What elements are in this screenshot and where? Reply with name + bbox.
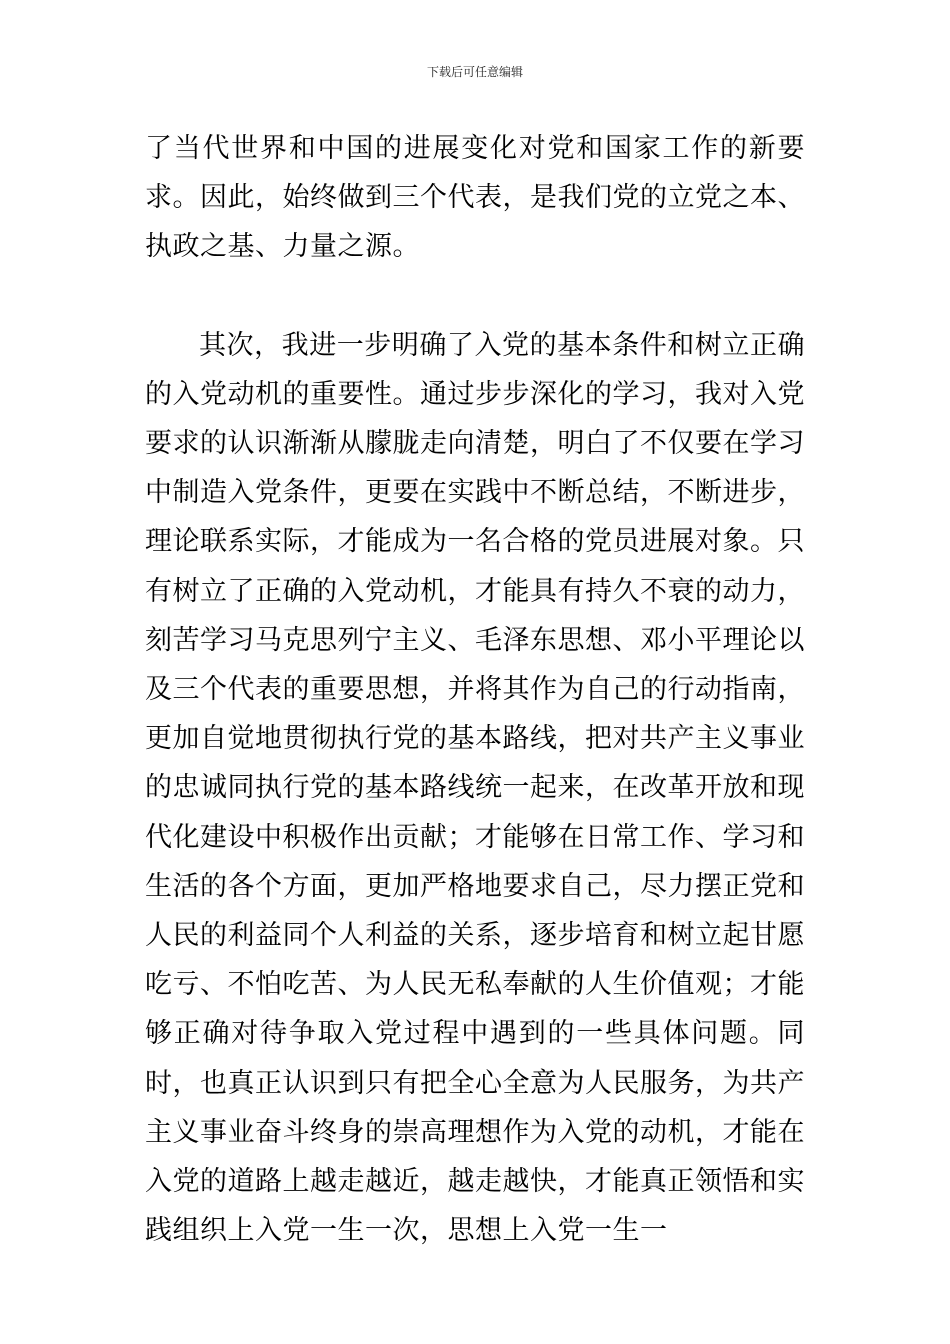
document-body [145,124,805,1255]
page-header: 下载后可任意编辑 [426,65,523,79]
paragraph-second: 其次，我进一步明确了入党的基本条件和树立正确的入党动机的重要性。通过步步深化的学习，我对入党要求的认识渐渐从朦胧走向清楚，明白了不仅要在学习中制造入党条件，更要在实践中不断总结，不断进步，理论联系实际，才能成为一名合格的党员进展对象。只有树立了正确的入党动机，才能具有持久不衰的动力，刻苦学习马克思列宁主义、毛泽东思想、邓小平理论以及三个代表的重要思想，并将其作为自己的行动指南，更加自觉地贯彻执行党的基本路线，把对共产主义事业的忠诚同执行党的基本路线统一起来，在改革开放和现代化建设中积极作出贡献；才能够在日常工作、学习和生活的各个方面，更加严格地要求自己，尽力摆正党和人民的利益同个人利益的关系，逐步培育和树立起甘愿吃亏、不怕吃苦、为人民无私奉献的人生价值观；才能够正确对待争取入党过程中遇到的一些具体问题。同时，也真正认识到只有把全心全意为人民服务，为共产主义事业奋斗终身的崇高理想作为入党的动机，才能在入党的道路上越走越近，越走越快，才能真正领悟和实践组织上入党一生一次，思想上入党一生一 [145,329,805,1247]
paragraph-continued: 了当代世界和中国的进展变化对党和国家工作的新要求。因此，始终做到三个代表，是我们党的立党之本、执政之基、力量之源。 [145,133,805,263]
